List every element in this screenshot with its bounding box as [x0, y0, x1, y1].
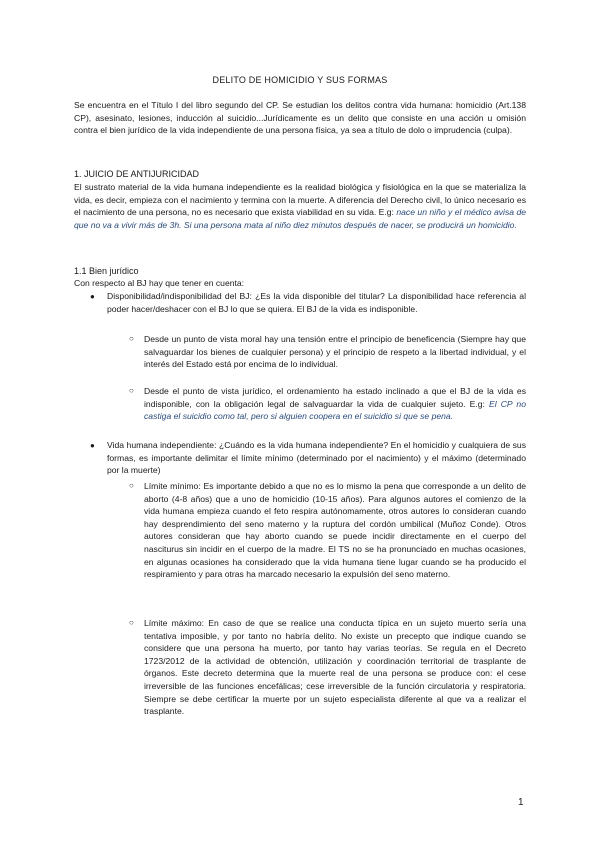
page-number: 1	[518, 797, 524, 808]
section-1-1-heading: 1.1 Bien jurídico	[74, 266, 139, 276]
circle-bullet-icon: ○	[129, 618, 134, 627]
section-1-example: nace un niño y el médico avisa de que no va a vivir más de 3h. Si una persona mata al niño diez minutos después de nacer, se producirá un homicidio.	[74, 207, 527, 230]
circle-bullet-icon: ○	[129, 386, 134, 395]
sub-bullet-limite-maximo: Límite máximo: En caso de que se realice una conducta típica en un sujeto muerto sería una tentativa imposible, y por tanto no habría delito. No existe un precepto que indique cuando se considere que una persona ha muerto, por tanto hay varias teorías. Se regula en el Decreto 1723/2012 de la actividad de obtención, utilización y coordinación territorial de trasplante de órganos. Este decreto determina que la muerte real de una persona se produce con: el cese irreversible de las funciones encefálicas; cese irreversible de la función circulatoria y respiratoria. Siempre se debe certificar la muerte por un sujeto especialista diferente al que va a realizar el trasplante.	[144, 618, 526, 717]
sub-bullet-juridico-text: Desde el punto de vista jurídico, el ordenamiento ha estado inclinado a que el BJ de la vida es indisponible, con la obligación legal de salvaguardar la vida de cualquier sujeto. E.g:	[144, 386, 526, 409]
bullet-vida-independiente: Vida humana independiente: ¿Cuándo es la vida humana independiente? En el homicidio y cualquiera de sus formas, es importante delimitar el límite mínimo (determinado por el nacimiento) y el máximo (determinado por la muerte)	[107, 440, 526, 476]
circle-bullet-icon: ○	[129, 481, 134, 490]
intro-paragraph: Se encuentra en el Título I del libro segundo del CP. Se estudian los delitos contra vida humana: homicidio (Art.138 CP), asesinato, lesiones, inducción al suicidio...Jurídicamente es un delito que consiste en una acción u omisión contra el bien jurídico de la vida independiente de una persona física, ya sea a título de dolo o imprudencia (culpa).	[74, 100, 526, 136]
section-1-1-lead: Con respecto al BJ hay que tener en cuenta:	[74, 278, 245, 288]
sub-bullet-limite-minimo: Límite mínimo: Es importante debido a que no es lo mismo la pena que corresponde a un delito de aborto (4-8 años) que a uno de homicidio (10-15 años). Para algunos autores el comienzo de la vida humana empieza cuando el feto respira autónomamente, otros autores lo consideran cuando hay desprendimiento del seno materno y la ruptura del cordón umbilical (Muñoz Conde). Otros autores consideran que hay aborto cuando se puede incidir directamente en el cuerpo del nasciturus sin incidir en el cuerpo de la madre. El TS no se ha pronunciado en muchas ocasiones, en algunas ocasiones ha considerado que la vida humana tiene lugar cuando se ha producido el respiramiento y para otras ha marcado necesario la expulsión del seno materno.	[144, 481, 526, 580]
section-1-text: El sustrato material de la vida humana independiente es la realidad biológica y fisiológica en la que se materializa la vida, es decir, empieza con el nacimiento y termina con la muerte. A diferencia del Derecho civil, lo único necesario es el nacimiento de una persona, no es necesario que exista viabilidad en su vida. E.g:	[74, 182, 526, 218]
sub-bullet-moral: Desde un punto de vista moral hay una tensión entre el principio de beneficencia (Siempre hay que salvaguardar los bienes de cualquier persona) y el principio de respeto a la libertad individual, y el interés del Estado está por encima de lo individual.	[144, 334, 526, 370]
section-1-heading: 1. JUICIO DE ANTIJURICIDAD	[74, 169, 200, 179]
document-title: DELITO DE HOMICIDIO Y SUS FORMAS	[212, 75, 388, 85]
bullet-disponibilidad: Disponibilidad/indisponibilidad del BJ: ¿Es la vida disponible del titular? La disponibilidad hace referencia al poder hacer/deshacer con el BJ lo que se quiera. El BJ de la vida es indisponible.	[107, 291, 526, 314]
bullet-icon: ●	[90, 292, 95, 301]
section-1-paragraph	[74, 181, 526, 231]
sub-bullet-juridico-example: El CP no castiga el suicidio como tal, pero si alguien coopera en el suicidio si que se pena.	[144, 398, 526, 422]
circle-bullet-icon: ○	[129, 334, 134, 343]
bullet-icon: ●	[90, 441, 95, 450]
sub-bullet-juridico	[144, 385, 526, 423]
